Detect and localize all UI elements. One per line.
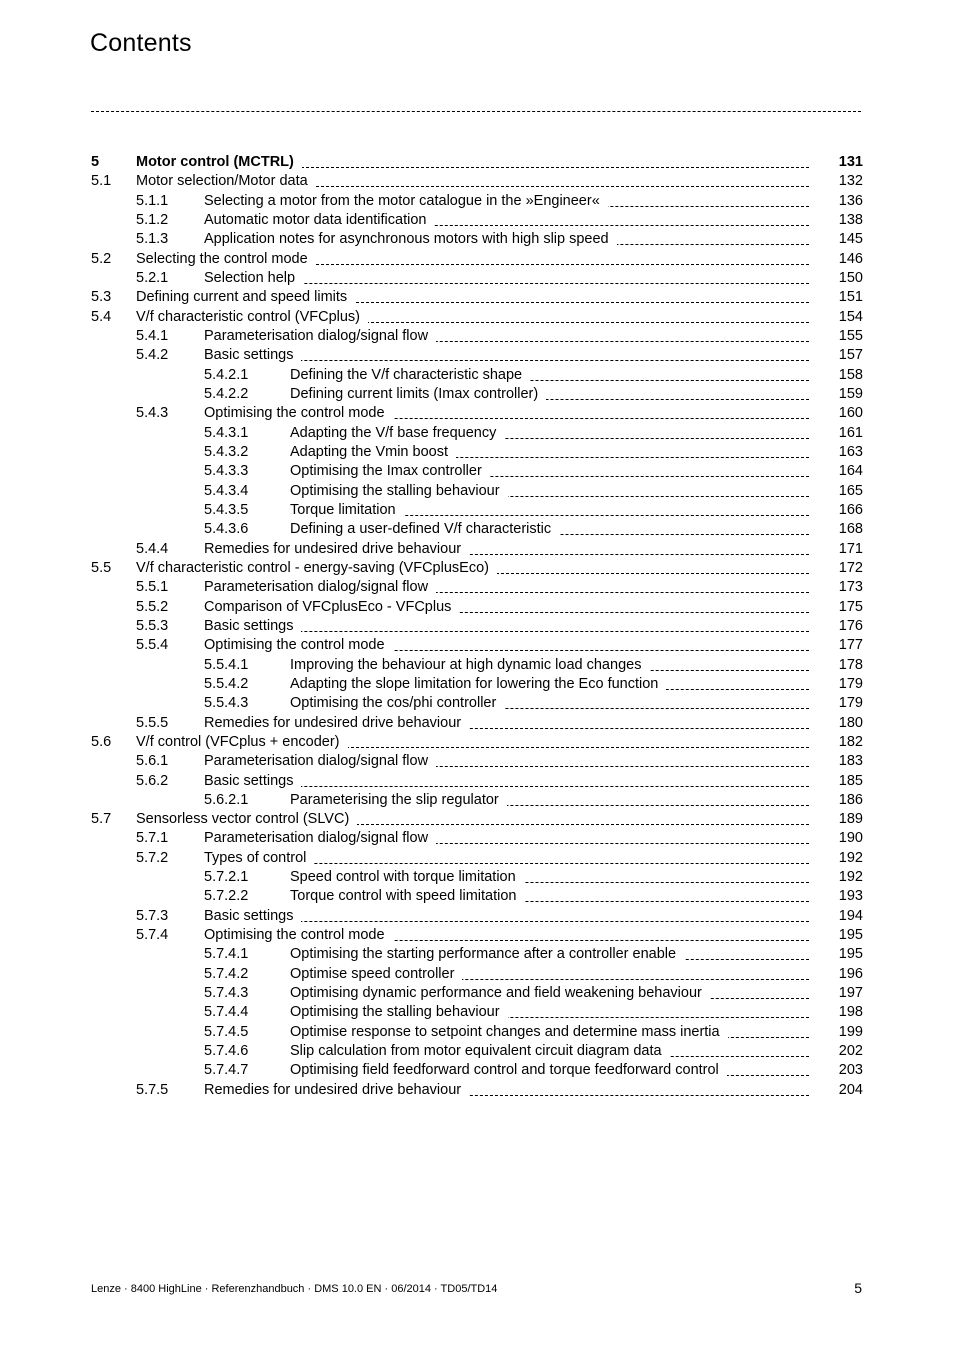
toc-entry-title-with-leader (204, 578, 809, 597)
toc-entry-title: Parameterisation dialog/signal flow (204, 328, 436, 344)
toc-entry-number: 5.7.4.6 (204, 1043, 249, 1060)
toc-entry-title: Slip calculation from motor equivalent circuit diagram data (290, 1043, 670, 1059)
toc-entry-page: 185 (838, 772, 863, 789)
toc-entry-page: 189 (838, 811, 863, 828)
toc-entry[interactable] (0, 887, 954, 906)
toc-entry-title-with-leader (136, 250, 809, 269)
toc-entry-page: 203 (838, 1062, 863, 1079)
toc-entry-title-with-leader (136, 153, 809, 172)
toc-entry-page: 166 (838, 501, 863, 518)
toc-entry-number: 5.7.1 (136, 830, 169, 847)
toc-entry-title: Basic settings (204, 908, 301, 924)
toc-entry-title-with-leader (290, 1042, 809, 1061)
toc-entry-number: 5.5.4.1 (204, 656, 249, 673)
toc-entry[interactable] (0, 772, 954, 791)
toc-entry-page: 159 (838, 385, 863, 402)
toc-entry-number: 5.7.4.3 (204, 985, 249, 1002)
toc-entry-page: 163 (838, 443, 863, 460)
toc-entry-title: Optimising the control mode (204, 637, 393, 653)
toc-entry-title: Motor selection/Motor data (136, 173, 316, 189)
toc-entry-title-with-leader (204, 714, 809, 733)
toc-entry-title: Defining current and speed limits (136, 289, 355, 305)
toc-entry-page: 158 (838, 366, 863, 383)
toc-entry-title-with-leader (204, 829, 809, 848)
toc-entry-title-with-leader (204, 211, 809, 230)
dashed-rule (91, 111, 861, 112)
toc-entry-title: Torque control with speed limitation (290, 888, 524, 904)
toc-entry-title-with-leader (290, 965, 809, 984)
toc-entry-title-with-leader (290, 482, 809, 501)
toc-entry-number: 5.7.3 (136, 907, 169, 924)
toc-entry[interactable] (0, 366, 954, 385)
toc-entry-number: 5.7 (91, 811, 112, 828)
toc-entry-page: 199 (838, 1023, 863, 1040)
toc-entry-page: 198 (838, 1004, 863, 1021)
toc-entry-number: 5.4.3 (136, 405, 169, 422)
toc-entry[interactable] (0, 926, 954, 945)
toc-entry-title: Improving the behaviour at high dynamic load changes (290, 657, 649, 673)
toc-entry-title: Selecting the control mode (136, 251, 316, 267)
toc-entry-title-with-leader (136, 308, 809, 327)
toc-entry-number: 5.7.2.2 (204, 888, 249, 905)
toc-entry-title-with-leader (290, 694, 809, 713)
toc-entry-number: 5.4.3.6 (204, 521, 249, 538)
toc-entry-title-with-leader (204, 772, 809, 791)
toc-entry-title: Optimise speed controller (290, 966, 462, 982)
toc-entry-page: 190 (838, 830, 863, 847)
toc-entry-title-with-leader (204, 849, 809, 868)
toc-entry-title: Sensorless vector control (SLVC) (136, 811, 357, 827)
toc-entry-title-with-leader (136, 733, 809, 752)
toc-entry[interactable] (0, 230, 954, 249)
toc-entry-title: Optimising the cos/phi controller (290, 695, 504, 711)
toc-entry-title: Optimising dynamic performance and field weakening behaviour (290, 985, 710, 1001)
toc-entry-title-with-leader (290, 501, 809, 520)
toc-entry-number: 5.1.2 (136, 211, 169, 228)
toc-entry-title-with-leader (290, 945, 809, 964)
toc-entry-number: 5.6.2.1 (204, 791, 249, 808)
toc-entry[interactable] (0, 327, 954, 346)
toc-entry-number: 5.4 (91, 308, 112, 325)
toc-entry-number: 5.7.4.1 (204, 946, 249, 963)
toc-entry-page: 168 (838, 521, 863, 538)
toc-entry-page: 146 (838, 250, 863, 267)
toc-entry-title-with-leader (136, 172, 809, 191)
toc-entry-title: Speed control with torque limitation (290, 869, 524, 885)
toc-entry-number: 5.4.1 (136, 327, 169, 344)
toc-entry-number: 5.7.2 (136, 849, 169, 866)
toc-entry[interactable] (0, 308, 954, 327)
toc-entry[interactable] (0, 404, 954, 423)
toc-entry[interactable] (0, 288, 954, 307)
toc-entry[interactable] (0, 346, 954, 365)
toc-entry[interactable] (0, 1042, 954, 1061)
toc-entry-number: 5.3 (91, 289, 112, 306)
toc-entry[interactable] (0, 868, 954, 887)
toc-entry-page: 183 (838, 753, 863, 770)
toc-entry[interactable] (0, 694, 954, 713)
toc-entry-page: 178 (838, 656, 863, 673)
toc-entry-page: 182 (838, 733, 863, 750)
toc-entry-number: 5.1.1 (136, 192, 169, 209)
toc-entry-title: Optimise response to setpoint changes and determine mass inertia (290, 1024, 728, 1040)
toc-entry-number: 5.4.2.2 (204, 385, 249, 402)
toc-entry[interactable] (0, 192, 954, 211)
toc-entry-title-with-leader (290, 868, 809, 887)
toc-entry-page: 177 (838, 637, 863, 654)
toc-entry-number: 5.7.4.5 (204, 1023, 249, 1040)
toc-entry-title-with-leader (204, 1081, 809, 1100)
toc-entry-title-with-leader (204, 404, 809, 423)
toc-entry-number: 5.7.4 (136, 927, 169, 944)
toc-entry-title: Selection help (204, 270, 303, 286)
toc-entry-number: 5 (91, 154, 100, 170)
toc-entry-title: Basic settings (204, 347, 301, 363)
toc-entry-page: 202 (838, 1043, 863, 1060)
toc-entry-title: Torque limitation (290, 502, 404, 518)
toc-entry-title-with-leader (204, 636, 809, 655)
toc-entry-title: Defining current limits (Imax controller) (290, 386, 546, 402)
toc-entry-page: 155 (838, 327, 863, 344)
toc-entry-number: 5.6.2 (136, 772, 169, 789)
toc-entry-title-with-leader (290, 462, 809, 481)
toc-entry[interactable] (0, 945, 954, 964)
toc-entry-title: Optimising the starting performance after a controller enable (290, 946, 684, 962)
toc-entry-number: 5.7.4.4 (204, 1004, 249, 1021)
toc-entry[interactable] (0, 965, 954, 984)
toc-entry-title-with-leader (204, 192, 809, 211)
toc-entry-page: 179 (838, 695, 863, 712)
toc-entry-title: Defining the V/f characteristic shape (290, 367, 530, 383)
toc-entry-number: 5.4.3.5 (204, 501, 249, 518)
page-title: Contents (90, 29, 192, 57)
toc-entry-title-with-leader (290, 424, 809, 443)
toc-entry-title-with-leader (136, 559, 809, 578)
toc-entry-title-with-leader (290, 520, 809, 539)
toc-entry[interactable] (0, 385, 954, 404)
toc-entry-title: Application notes for asynchronous motors with high slip speed (204, 231, 617, 247)
toc-entry-number: 5.6.1 (136, 753, 169, 770)
toc-entry-page: 196 (838, 965, 863, 982)
toc-entry-number: 5.2.1 (136, 269, 169, 286)
toc-entry-page: 179 (838, 675, 863, 692)
toc-entry-number: 5.5.4 (136, 637, 169, 654)
toc-entry-title-with-leader (204, 346, 809, 365)
toc-entry-page: 160 (838, 405, 863, 422)
toc-entry-page: 180 (838, 714, 863, 731)
toc-entry[interactable] (0, 540, 954, 559)
toc-entry-title: Adapting the V/f base frequency (290, 425, 504, 441)
toc-entry-number: 5.5.5 (136, 714, 169, 731)
toc-entry-number: 5.4.3.3 (204, 463, 249, 480)
toc-entry-title-with-leader (290, 385, 809, 404)
table-of-contents (0, 153, 954, 1100)
toc-entry-title-with-leader (290, 791, 809, 810)
toc-entry[interactable] (0, 424, 954, 443)
toc-entry-title: V/f characteristic control (VFCplus) (136, 309, 368, 325)
toc-entry-title-with-leader (290, 1061, 809, 1080)
toc-entry[interactable] (0, 578, 954, 597)
toc-entry-page: 195 (838, 946, 863, 963)
toc-entry-title: Comparison of VFCplusEco - VFCplus (204, 599, 459, 615)
toc-entry-page: 172 (838, 559, 863, 576)
page-number: 5 (854, 1280, 862, 1296)
toc-entry-number: 5.5 (91, 559, 112, 576)
toc-entry-title: Selecting a motor from the motor catalogue in the »Engineer« (204, 193, 608, 209)
toc-entry[interactable] (0, 598, 954, 617)
toc-entry-page: 193 (838, 888, 863, 905)
toc-entry-page: 173 (838, 579, 863, 596)
toc-entry-number: 5.4.3.1 (204, 424, 249, 441)
toc-entry-title-with-leader (290, 675, 809, 694)
toc-entry[interactable] (0, 849, 954, 868)
toc-entry-page: 176 (838, 617, 863, 634)
toc-entry-number: 5.6 (91, 733, 112, 750)
toc-entry-title: Optimising the control mode (204, 405, 393, 421)
toc-entry-title: Adapting the Vmin boost (290, 444, 456, 460)
toc-entry-page: 195 (838, 927, 863, 944)
toc-entry-title: Optimising the Imax controller (290, 463, 490, 479)
toc-entry-title-with-leader (290, 887, 809, 906)
toc-entry-title-with-leader (290, 443, 809, 462)
toc-entry-number: 5.1.3 (136, 231, 169, 248)
toc-entry-title-with-leader (290, 366, 809, 385)
toc-entry[interactable] (0, 636, 954, 655)
toc-entry-title: Remedies for undesired drive behaviour (204, 541, 469, 557)
toc-entry-number: 5.4.3.4 (204, 482, 249, 499)
toc-entry[interactable] (0, 1061, 954, 1080)
toc-entry-title: Remedies for undesired drive behaviour (204, 715, 469, 731)
toc-entry-title: Remedies for undesired drive behaviour (204, 1082, 469, 1098)
toc-entry-title-with-leader (136, 288, 809, 307)
toc-entry[interactable] (0, 1003, 954, 1022)
toc-entry-title: Optimising the stalling behaviour (290, 1004, 508, 1020)
toc-entry[interactable] (0, 733, 954, 752)
toc-entry-title: Automatic motor data identification (204, 212, 434, 228)
toc-entry-title-with-leader (136, 810, 809, 829)
toc-entry-number: 5.7.4.2 (204, 965, 249, 982)
toc-entry-page: 132 (838, 173, 863, 190)
toc-entry[interactable] (0, 810, 954, 829)
toc-entry[interactable] (0, 520, 954, 539)
toc-entry[interactable] (0, 153, 954, 172)
toc-entry-title: V/f control (VFCplus + encoder) (136, 734, 348, 750)
toc-entry-title-with-leader (204, 230, 809, 249)
toc-entry-number: 5.5.1 (136, 579, 169, 596)
toc-entry-page: 192 (838, 849, 863, 866)
toc-entry-number: 5.4.2.1 (204, 366, 249, 383)
toc-entry-title-with-leader (204, 926, 809, 945)
toc-entry-title: Optimising the control mode (204, 927, 393, 943)
toc-entry-title-with-leader (204, 598, 809, 617)
toc-entry[interactable] (0, 482, 954, 501)
toc-entry-title-with-leader (290, 656, 809, 675)
toc-entry-page: 136 (838, 192, 863, 209)
toc-entry-page: 154 (838, 308, 863, 325)
toc-entry-number: 5.7.2.1 (204, 869, 249, 886)
toc-entry-page: 151 (838, 289, 863, 306)
toc-entry-title: V/f characteristic control - energy-saving (VFCplusEco) (136, 560, 497, 576)
toc-entry-page: 194 (838, 907, 863, 924)
toc-entry-title: Defining a user-defined V/f characteristic (290, 521, 559, 537)
toc-entry-title: Motor control (MCTRL) (136, 154, 302, 170)
toc-entry[interactable] (0, 984, 954, 1003)
toc-entry[interactable] (0, 791, 954, 810)
toc-entry-title: Parameterisation dialog/signal flow (204, 579, 436, 595)
toc-entry[interactable] (0, 250, 954, 269)
toc-entry-title-with-leader (290, 1023, 809, 1042)
toc-entry[interactable] (0, 907, 954, 926)
toc-entry-number: 5.4.3.2 (204, 443, 249, 460)
toc-entry-page: 138 (838, 211, 863, 228)
toc-entry-title-with-leader (204, 327, 809, 346)
toc-entry-title: Basic settings (204, 773, 301, 789)
toc-entry[interactable] (0, 752, 954, 771)
toc-entry-number: 5.2 (91, 250, 112, 267)
footer-text: Lenze · 8400 HighLine · Referenzhandbuch · DMS 10.0 EN · 06/2014 · TD05/TD14 (91, 1283, 498, 1295)
toc-entry-page: 197 (838, 985, 863, 1002)
toc-entry-title: Parameterisation dialog/signal flow (204, 753, 436, 769)
toc-entry[interactable] (0, 1081, 954, 1100)
toc-entry[interactable] (0, 675, 954, 694)
toc-entry-page: 150 (838, 269, 863, 286)
toc-entry-number: 5.5.4.3 (204, 695, 249, 712)
toc-entry[interactable] (0, 211, 954, 230)
toc-entry[interactable] (0, 714, 954, 733)
toc-entry-number: 5.4.4 (136, 540, 169, 557)
toc-entry-title: Basic settings (204, 618, 301, 634)
toc-entry-number: 5.5.3 (136, 617, 169, 634)
toc-entry-title: Parameterisation dialog/signal flow (204, 830, 436, 846)
toc-entry-title: Types of control (204, 850, 314, 866)
toc-entry[interactable] (0, 501, 954, 520)
toc-entry-number: 5.5.4.2 (204, 675, 249, 692)
toc-entry-page: 171 (838, 540, 863, 557)
toc-entry-title-with-leader (204, 269, 809, 288)
toc-entry-title-with-leader (204, 540, 809, 559)
toc-entry-page: 157 (838, 347, 863, 364)
toc-entry[interactable] (0, 559, 954, 578)
toc-entry[interactable] (0, 462, 954, 481)
toc-entry-page: 161 (838, 424, 863, 441)
toc-entry-title: Parameterising the slip regulator (290, 792, 507, 808)
toc-entry-title: Optimising the stalling behaviour (290, 483, 508, 499)
toc-entry-title-with-leader (204, 617, 809, 636)
toc-entry[interactable] (0, 269, 954, 288)
toc-entry-title: Optimising field feedforward control and torque feedforward control (290, 1062, 727, 1078)
toc-entry[interactable] (0, 172, 954, 191)
toc-entry-page: 204 (838, 1081, 863, 1098)
toc-entry-page: 164 (838, 463, 863, 480)
toc-entry-title-with-leader (290, 984, 809, 1003)
toc-entry-page: 175 (838, 598, 863, 615)
toc-entry[interactable] (0, 829, 954, 848)
toc-entry[interactable] (0, 617, 954, 636)
toc-entry-number: 5.4.2 (136, 347, 169, 364)
toc-entry[interactable] (0, 443, 954, 462)
toc-entry-title: Adapting the slope limitation for lowering the Eco function (290, 676, 666, 692)
toc-entry-page: 145 (838, 231, 863, 248)
toc-entry-title-with-leader (204, 752, 809, 771)
toc-entry-page: 131 (838, 154, 863, 170)
toc-entry-page: 192 (838, 869, 863, 886)
toc-entry-number: 5.5.2 (136, 598, 169, 615)
toc-entry-page: 186 (838, 791, 863, 808)
toc-entry-number: 5.7.4.7 (204, 1062, 249, 1079)
toc-entry-number: 5.7.5 (136, 1081, 169, 1098)
toc-entry-number: 5.1 (91, 173, 112, 190)
toc-entry-title-with-leader (290, 1003, 809, 1022)
toc-entry-title-with-leader (204, 907, 809, 926)
toc-entry[interactable] (0, 656, 954, 675)
toc-entry-page: 165 (838, 482, 863, 499)
toc-entry[interactable] (0, 1023, 954, 1042)
